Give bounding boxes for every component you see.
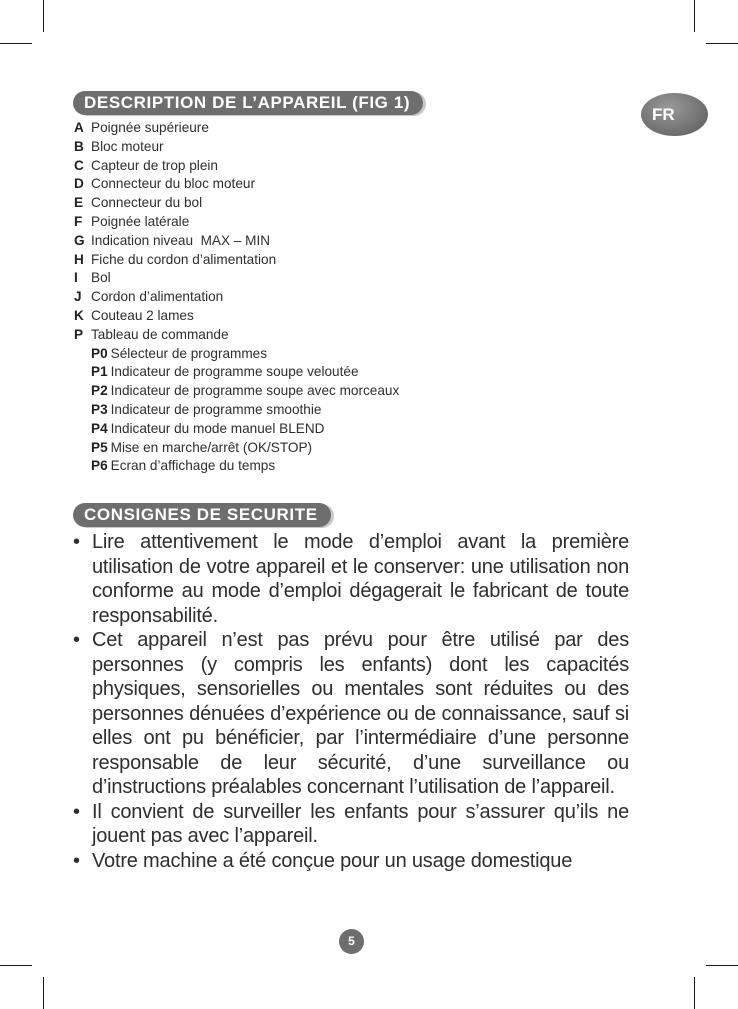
part-letter: P [74,326,84,342]
list-item [74,119,474,138]
crop-mark-bottom-right-h [706,965,738,966]
safety-text: Il convient de surveiller les enfants pour s’assurer qu’ils ne jouent pas avec l’appareil. [92,800,629,847]
list-item [74,326,474,345]
crop-mark-bottom-right-v [694,977,695,1009]
panel-item [74,345,474,364]
crop-mark-top-right-h [706,43,738,44]
panel-item [74,363,474,382]
panel-label: Indicateur de programme smoothie [110,401,322,417]
panel-code: P0 [91,345,108,361]
safety-text: Lire attentivement le mode d’emploi avant la première utilisation de votre appareil et le conserver: une utilisation non conforme au mode d’emploi dégagerait le fabricant de toute responsabilité. [92,531,629,627]
panel-label: Mise en marche/arrêt (OK/STOP) [110,439,313,455]
list-item [74,175,474,194]
part-letter: I [74,270,78,286]
panel-code: P4 [91,420,108,436]
bullet-icon: • [73,800,80,823]
part-letter: E [74,195,84,211]
panel-label: Ecran d’affichage du temps [110,458,276,474]
part-letter: K [74,307,84,323]
part-letter: G [74,232,85,248]
panel-item [74,457,474,476]
safety-item [73,800,629,849]
part-label: Poignée supérieure [91,120,209,135]
panel-code: P2 [91,383,108,399]
part-letter: J [74,289,82,305]
part-letter: C [74,157,84,173]
crop-mark-bottom-left-v [43,977,44,1009]
list-item [74,251,474,270]
panel-code: P3 [91,401,108,417]
bullet-icon: • [73,849,80,872]
part-label: Capteur de trop plein [91,157,218,173]
part-letter: D [74,176,84,192]
crop-mark-top-right-v [694,0,695,32]
list-item [74,213,474,232]
part-label: Bloc moteur [91,138,164,154]
bullet-icon: • [73,531,80,553]
part-letter: A [74,120,84,135]
panel-label: Indicateur de programme soupe veloutée [110,364,359,380]
list-item [74,269,474,288]
crop-mark-top-left-h [0,43,32,44]
safety-item [73,628,629,800]
part-letter: H [74,251,84,267]
part-label: Indication niveau MAX – MIN [91,232,271,248]
safety-list [73,530,629,873]
part-label: Cordon d’alimentation [91,289,224,305]
safety-section-title: CONSIGNES DE SECURITE [73,503,331,527]
crop-mark-top-left-v [43,0,44,32]
list-item [74,232,474,251]
safety-item [73,530,629,628]
panel-code: P5 [91,439,108,455]
safety-item [73,849,629,874]
list-item [74,138,474,157]
panel-item [74,420,474,439]
part-label: Tableau de commande [91,326,229,342]
panel-item [74,439,474,458]
part-label: Connecteur du bol [91,195,203,211]
panel-code: P1 [91,364,108,380]
list-item [74,307,474,326]
part-label: Poignée latérale [91,213,190,229]
bullet-icon: • [73,629,80,651]
language-badge: FR [641,93,708,136]
crop-mark-bottom-left-h [0,965,32,966]
panel-label: Indicateur du mode manuel BLEND [110,420,325,436]
safety-text: Votre machine a été conçue pour un usage domestique [92,849,573,872]
part-label: Couteau 2 lames [91,307,194,323]
part-letter: B [74,138,84,154]
parts-list [74,119,474,476]
safety-text: Cet appareil n’est pas prévu pour être utilisé par des personnes (y compris les enfants) dont les capacités physiques, sensorielles ou mentales sont réduites ou des personnes dénuées d’expérience ou de connaissance, sauf si elles ont pu bénéficier, par l’intermédiaire d’une personne responsable de leur sécurité, d’une surveillance ou d’instructions préalables concernant l’utilisation de l’appareil. [92,629,629,798]
part-label: Bol [91,270,111,286]
panel-code: P6 [91,458,108,474]
list-item [74,157,474,176]
description-section-title: DESCRIPTION DE L’APPAREIL (FIG 1) [73,91,423,115]
part-label: Connecteur du bloc moteur [91,176,255,192]
panel-label: Indicateur de programme soupe avec morceaux [110,383,400,399]
panel-item [74,401,474,420]
list-item [74,194,474,213]
panel-label: Sélecteur de programmes [110,345,268,361]
part-label: Fiche du cordon d’alimentation [91,251,277,267]
panel-item [74,382,474,401]
page-number: 5 [339,929,364,954]
list-item [74,288,474,307]
part-letter: F [74,213,83,229]
